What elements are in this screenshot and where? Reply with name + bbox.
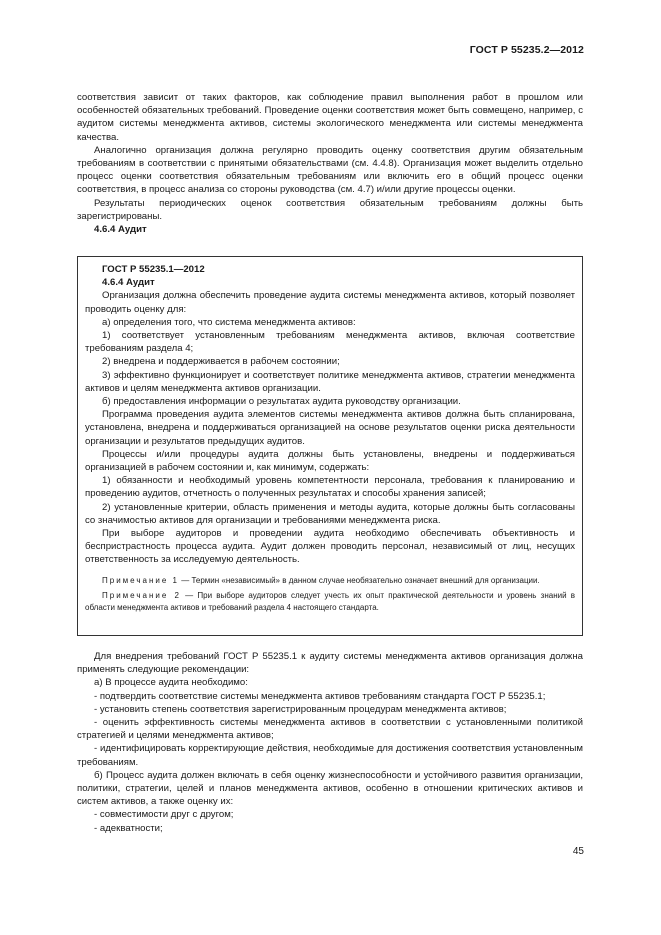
box-standard-title: ГОСТ Р 55235.1—2012 [102, 264, 205, 275]
page-number: 45 [572, 846, 584, 857]
quoted-standard-box [77, 256, 583, 636]
box-paragraph: Программа проведения аудита элементов системы менеджмента активов должна быть спланирована, установлена, внедрена и поддерживаться организацией на основе результатов оценки риска деятельности организации и результатов предыдущих аудитов. [85, 409, 575, 447]
box-list-item: 2) внедрена и поддерживается в рабочем состоянии; [102, 356, 340, 368]
box-list-item: б) предоставления информации о результатах аудита руководству организации. [102, 396, 461, 408]
recommendation-item: - адекватности; [94, 822, 163, 834]
box-paragraph: Организация должна обеспечить проведение аудита системы менеджмента активов, который позволяет проводить оценку для: [85, 290, 575, 315]
box-section-heading: 4.6.4 Аудит [102, 277, 155, 289]
recommendation-item: - подтвердить соответствие системы менеджмента активов требованиям стандарта ГОСТ Р 55235.1; [94, 690, 546, 702]
intro-section [77, 91, 583, 236]
box-list-item: 1) соответствует установленным требованиям менеджмента активов, включая соответствие требованиям раздела 4; [85, 330, 575, 355]
box-note-1 [85, 575, 575, 587]
box-paragraph: При выборе аудиторов и проведении аудита необходимо обеспечивать объективность и беспристрастность процесса аудита. Аудит должен проводить персонал, независимый от лиц, несущих ответственность за исследуемую деятельность. [85, 528, 575, 566]
note-text: — Термин «независимый» в данном случае необязательно означает внешний для организации. [181, 575, 540, 585]
recommendation-item: - оценить эффективность системы менеджмента активов в соответствии с установленными политикой стратегией и целями менеджмента активов; [77, 717, 583, 742]
box-list-item: 2) установленные критерии, область применения и методы аудита, которые должны быть согласованы со значимостью активов для организации и требованиями менеджмента риска. [85, 501, 575, 526]
intro-paragraph: Результаты периодических оценок соответствия обязательным требованиям должны быть зарегистрированы. [77, 197, 583, 222]
recommendation-item: а) В процессе аудита необходимо: [94, 677, 248, 689]
section-heading: 4.6.4 Аудит [94, 224, 147, 236]
note-label: Примечание 1 [102, 575, 179, 585]
intro-paragraph: соответствия зависит от таких факторов, как соблюдение правил выполнения работ в прошлом или особенностей обязательных требований. Проведение оценки соответствия может быть совмещено, например, с аудитом системы менеджмента активов, системы экологического менеджмента или системы менеджмента качества. [77, 92, 583, 143]
recommendations-intro: Для внедрения требований ГОСТ Р 55235.1 к аудиту системы менеджмента активов организация должна применять следующие рекомендации: [77, 651, 583, 676]
recommendation-item: - идентифицировать корректирующие действия, необходимые для достижения соответствия установленным требованиям. [77, 743, 583, 768]
note-text: — При выборе аудиторов следует учесть их опыт практической деятельности и уровень знаний в области менеджмента активов и требований раздела 4 настоящего стандарта. [85, 590, 575, 612]
recommendation-item: - совместимости друг с другом; [94, 809, 234, 821]
box-list-item: 1) обязанности и необходимый уровень компетентности персонала, требования к планированию и проведению аудитов, отчетность о полученных результатах и способы хранения записей; [85, 475, 575, 500]
recommendation-item: б) Процесс аудита должен включать в себя оценку жизнеспособности и устойчивого развития организации, политики, стратегии, целей и планов менеджмента активов, особенно в отношении критических активов и систем активов, а также оценку их: [77, 769, 583, 808]
box-list-item: 3) эффективно функционирует и соответствует политике менеджмента активов, стратегии менеджмента активов и целям менеджмента активов организации. [85, 369, 575, 394]
note-label: Примечание 2 [102, 590, 181, 600]
document-id-header: ГОСТ Р 55235.2—2012 [469, 44, 584, 56]
intro-paragraph: Аналогично организация должна регулярно проводить оценку соответствия другим обязательным требованиям в соответствии с принятыми обязательствами (см. 4.4.8). Организация может выделить отдельно процесс оценки соответствия обязательным требованиям или включить его в общий процесс оценки соответствия, в процесс анализа со стороны руководства (см. 4.7) и/или другие процессы оценки. [77, 144, 583, 196]
box-note-2 [85, 590, 575, 614]
box-paragraph: Процессы и/или процедуры аудита должны быть установлены, внедрены и поддерживаться организацией в рабочем состоянии и, как минимум, содержать: [85, 448, 575, 474]
recommendation-item: - установить степень соответствия зарегистрированным процедурам менеджмента активов; [94, 703, 507, 715]
recommendations-section [77, 650, 583, 835]
box-list-item: а) определения того, что система менеджмента активов: [102, 316, 356, 328]
